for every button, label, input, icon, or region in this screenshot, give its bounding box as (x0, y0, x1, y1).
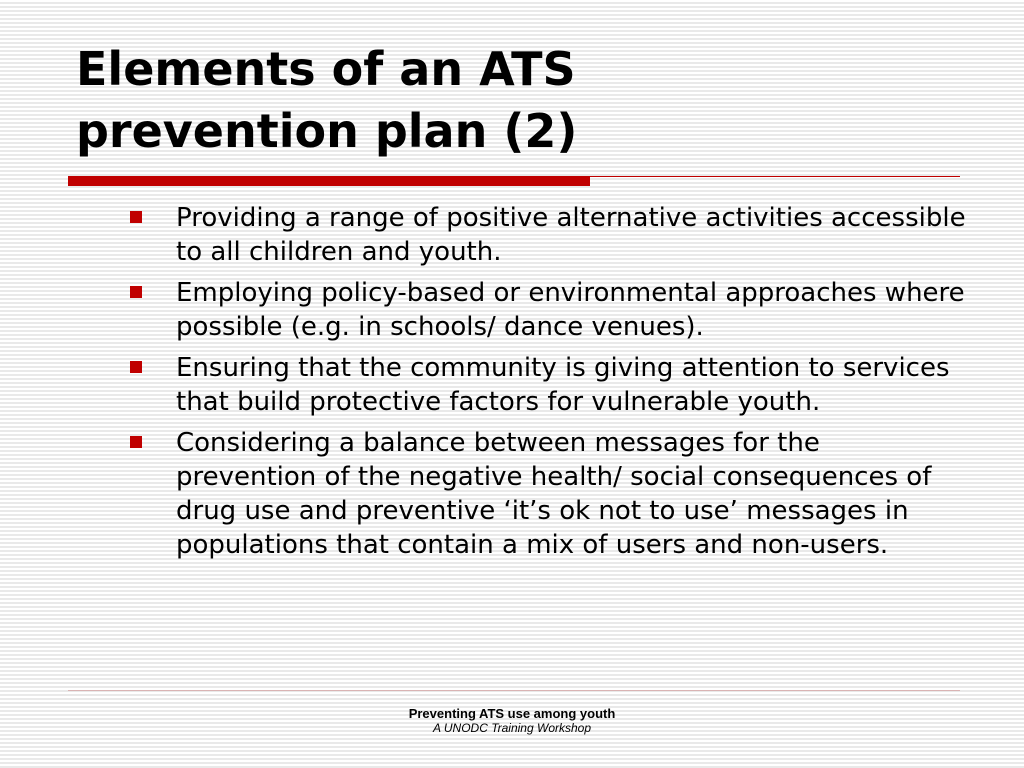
slide-title (76, 38, 956, 162)
footer-title: Preventing ATS use among youth (408, 706, 616, 721)
slide-title-line-2: prevention plan (2) (76, 104, 578, 158)
footer (0, 706, 1024, 736)
bullet-list (128, 201, 968, 569)
bullet-item-1 (128, 201, 968, 269)
footer-divider (68, 690, 960, 691)
bullet-text-2: Employing policy-based or environmental approaches where possible (e.g. in schools/ dance venues). (176, 278, 965, 342)
bullet-item-3 (128, 351, 968, 419)
bullet-item-2 (128, 276, 968, 344)
bullet-item-4 (128, 426, 968, 562)
footer-subtitle: A UNODC Training Workshop (432, 721, 592, 735)
slide-title-line-1: Elements of an ATS (76, 42, 576, 96)
red-square-bullet-icon (130, 211, 142, 223)
red-square-bullet-icon (130, 361, 142, 373)
bullet-text-1: Providing a range of positive alternative activities accessible to all children and youth. (176, 203, 966, 267)
bullet-text-4: Considering a balance between messages for the prevention of the negative health/ social consequences of drug use and preventive ‘it’s ok not to use’ messages in populations that contain a mix of users and non-users. (176, 428, 932, 560)
red-square-bullet-icon (130, 286, 142, 298)
bullet-text-3: Ensuring that the community is giving attention to services that build protective factors for vulnerable youth. (176, 353, 950, 417)
title-divider-thick (68, 177, 590, 186)
red-square-bullet-icon (130, 436, 142, 448)
